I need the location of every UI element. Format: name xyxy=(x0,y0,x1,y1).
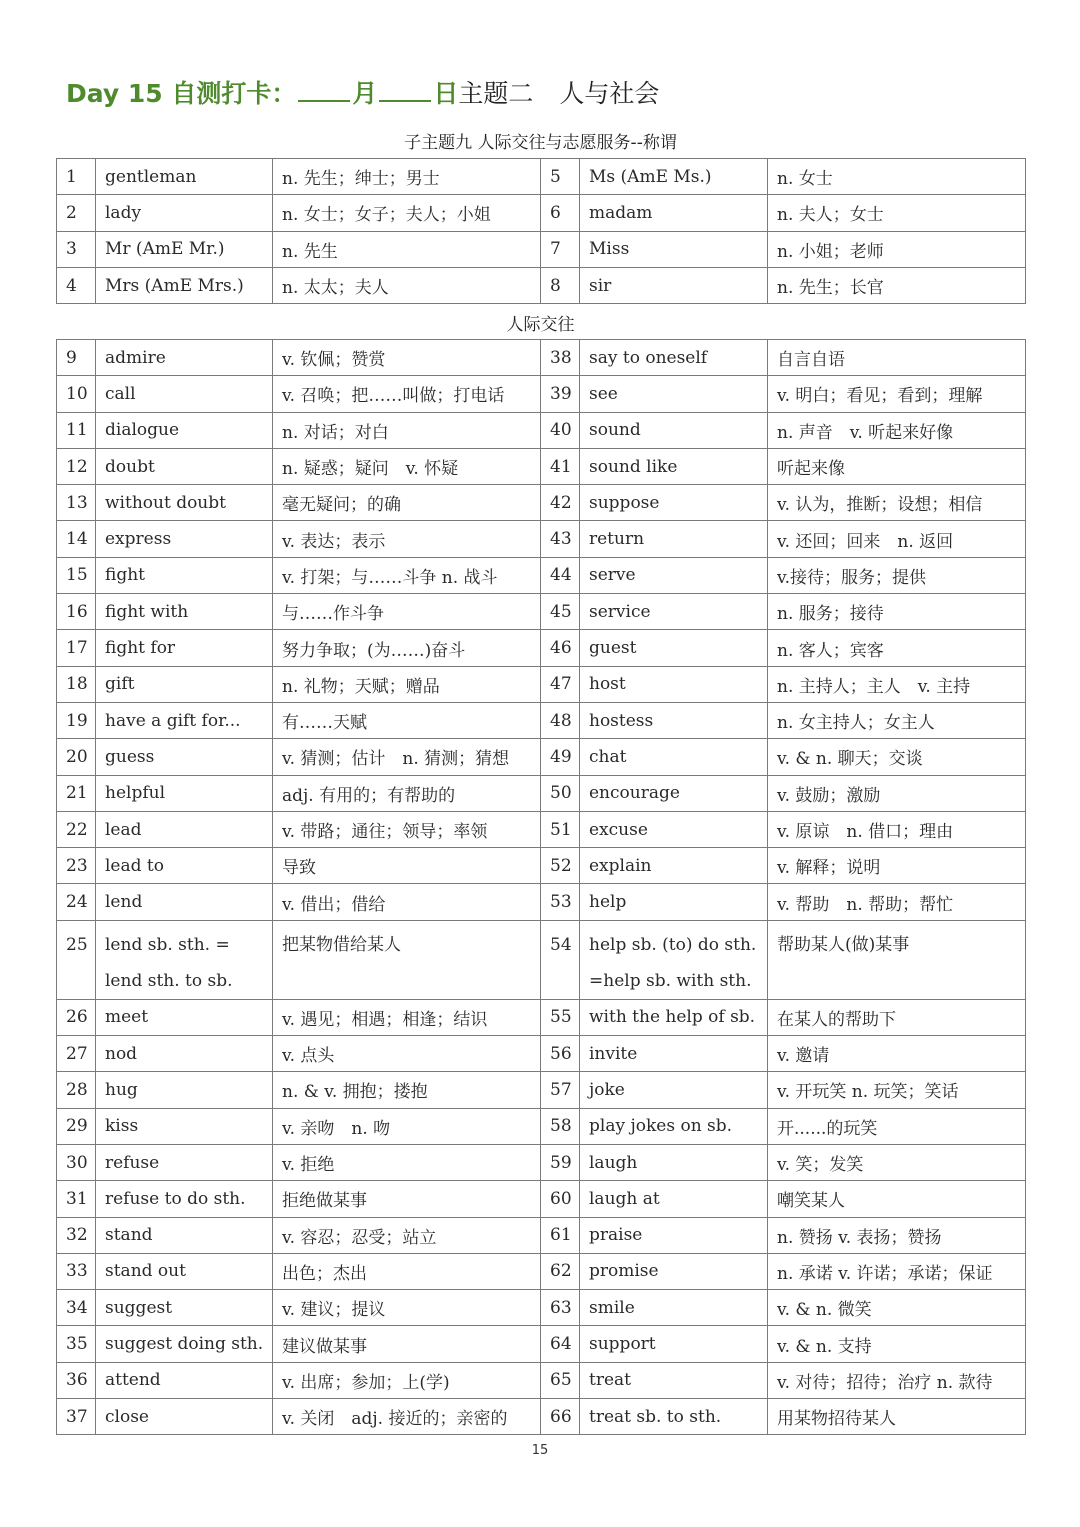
entry-number: 10 xyxy=(57,376,96,412)
entry-number: 64 xyxy=(541,1326,580,1362)
entry-word: sound like xyxy=(580,448,768,484)
entry-word: Mrs (AmE Mrs.) xyxy=(96,267,273,303)
entry-meaning: v. 鼓励；激励 xyxy=(768,775,1026,811)
table-row xyxy=(57,594,1026,630)
entry-word: smile xyxy=(580,1290,768,1326)
entry-meaning: v. 猜测；估计 n. 猜测；猜想 xyxy=(273,739,541,775)
table-row xyxy=(57,775,1026,811)
entry-number: 63 xyxy=(541,1290,580,1326)
table-row xyxy=(57,231,1026,267)
entry-number: 33 xyxy=(57,1253,96,1289)
entry-number: 28 xyxy=(57,1072,96,1108)
entry-meaning: n. 主持人；主人 v. 主持 xyxy=(768,666,1026,702)
entry-word: admire xyxy=(96,340,273,376)
entry-word: fight xyxy=(96,557,273,593)
entry-word: fight for xyxy=(96,630,273,666)
entry-number: 36 xyxy=(57,1362,96,1398)
entry-number: 24 xyxy=(57,884,96,920)
entry-meaning: n. 客人；宾客 xyxy=(768,630,1026,666)
table-row xyxy=(57,267,1026,303)
entry-number: 1 xyxy=(57,159,96,195)
table-row xyxy=(57,739,1026,775)
entry-number: 45 xyxy=(541,594,580,630)
table-row xyxy=(57,1217,1026,1253)
table-row xyxy=(57,702,1026,738)
entry-number: 6 xyxy=(541,195,580,231)
entry-word: joke xyxy=(580,1072,768,1108)
table-row xyxy=(57,485,1026,521)
entry-meaning: 努力争取；(为……)奋斗 xyxy=(273,630,541,666)
entry-number: 9 xyxy=(57,340,96,376)
entry-word: express xyxy=(96,521,273,557)
entry-meaning: v. 建议；提议 xyxy=(273,1290,541,1326)
entry-word: Miss xyxy=(580,231,768,267)
entry-number: 51 xyxy=(541,811,580,847)
entry-number: 3 xyxy=(57,231,96,267)
entry-word: lend xyxy=(96,884,273,920)
entry-number: 31 xyxy=(57,1181,96,1217)
entry-number: 4 xyxy=(57,267,96,303)
entry-word: treat xyxy=(580,1362,768,1398)
title-topic: 人与社会 xyxy=(559,79,660,108)
entry-word: suppose xyxy=(580,485,768,521)
entry-meaning: v. 认为，推断；设想；相信 xyxy=(768,485,1026,521)
entry-number: 56 xyxy=(541,1036,580,1072)
entry-number: 14 xyxy=(57,521,96,557)
table-row xyxy=(57,521,1026,557)
entry-number: 60 xyxy=(541,1181,580,1217)
entry-meaning: v. 容忍；忍受；站立 xyxy=(273,1217,541,1253)
entry-meaning: 嘲笑某人 xyxy=(768,1181,1026,1217)
entry-word: without doubt xyxy=(96,485,273,521)
entry-meaning: 毫无疑问；的确 xyxy=(273,485,541,521)
table-row xyxy=(57,1290,1026,1326)
entry-word: chat xyxy=(580,739,768,775)
entry-meaning: v. 还回；回来 n. 返回 xyxy=(768,521,1026,557)
entry-number: 23 xyxy=(57,848,96,884)
table-row xyxy=(57,1108,1026,1144)
entry-number: 50 xyxy=(541,775,580,811)
entry-word: praise xyxy=(580,1217,768,1253)
entry-meaning: v. 打架；与……斗争 n. 战斗 xyxy=(273,557,541,593)
entry-number: 12 xyxy=(57,448,96,484)
entry-word: sir xyxy=(580,267,768,303)
table-row xyxy=(57,848,1026,884)
entry-meaning: n. 先生 xyxy=(273,231,541,267)
entry-number: 35 xyxy=(57,1326,96,1362)
entry-word: stand out xyxy=(96,1253,273,1289)
entry-meaning: v. 笑；发笑 xyxy=(768,1144,1026,1180)
entry-word: hug xyxy=(96,1072,273,1108)
section-heading-interpersonal: 人际交往 xyxy=(506,315,575,335)
entry-meaning: 用某物招待某人 xyxy=(768,1399,1026,1435)
entry-word: guess xyxy=(96,739,273,775)
entry-meaning: 导致 xyxy=(273,848,541,884)
entry-word: lead to xyxy=(96,848,273,884)
page-number: 15 xyxy=(531,1443,549,1458)
entry-word: laugh xyxy=(580,1144,768,1180)
entry-meaning: v. 带路；通往；领导；率领 xyxy=(273,811,541,847)
entry-word: guest xyxy=(580,630,768,666)
entry-number: 15 xyxy=(57,557,96,593)
entry-number: 61 xyxy=(541,1217,580,1253)
entry-word: support xyxy=(580,1326,768,1362)
entry-meaning: 听起来像 xyxy=(768,448,1026,484)
entry-number: 29 xyxy=(57,1108,96,1144)
entry-meaning: n. 太太；夫人 xyxy=(273,267,541,303)
entry-meaning: n. 声音 v. 听起来好像 xyxy=(768,412,1026,448)
entry-meaning: v. 解释；说明 xyxy=(768,848,1026,884)
entry-meaning: n. 先生；绅士；男士 xyxy=(273,159,541,195)
table-row xyxy=(57,448,1026,484)
vocab-table-interpersonal xyxy=(56,339,1026,1435)
entry-meaning: adj. 有用的；有帮助的 xyxy=(273,775,541,811)
table-row xyxy=(57,159,1026,195)
entry-number: 34 xyxy=(57,1290,96,1326)
entry-meaning: v. & n. 支持 xyxy=(768,1326,1026,1362)
entry-word: refuse to do sth. xyxy=(96,1181,273,1217)
entry-word: meet xyxy=(96,999,273,1035)
entry-meaning: v. 点头 xyxy=(273,1036,541,1072)
entry-word: host xyxy=(580,666,768,702)
table-row xyxy=(57,630,1026,666)
day-blank xyxy=(379,76,431,102)
entry-word: help xyxy=(580,884,768,920)
entry-meaning: n. 对话；对白 xyxy=(273,412,541,448)
entry-number: 42 xyxy=(541,485,580,521)
table-row xyxy=(57,195,1026,231)
entry-number: 58 xyxy=(541,1108,580,1144)
entry-word: gift xyxy=(96,666,273,702)
entry-number: 44 xyxy=(541,557,580,593)
entry-number: 65 xyxy=(541,1362,580,1398)
entry-number: 40 xyxy=(541,412,580,448)
entry-meaning: v. 亲吻 n. 吻 xyxy=(273,1108,541,1144)
entry-meaning: v. 帮助 n. 帮助；帮忙 xyxy=(768,884,1026,920)
entry-meaning: 与……作斗争 xyxy=(273,594,541,630)
month-blank xyxy=(298,76,350,102)
entry-meaning: 在某人的帮助下 xyxy=(768,999,1026,1035)
entry-meaning: v. 邀请 xyxy=(768,1036,1026,1072)
entry-word: fight with xyxy=(96,594,273,630)
entry-word: Ms (AmE Ms.) xyxy=(580,159,768,195)
entry-word: kiss xyxy=(96,1108,273,1144)
entry-word: encourage xyxy=(580,775,768,811)
table-row xyxy=(57,412,1026,448)
entry-number: 16 xyxy=(57,594,96,630)
entry-number: 20 xyxy=(57,739,96,775)
entry-meaning: v. 对待；招待；治疗 n. 款待 xyxy=(768,1362,1026,1398)
entry-word: sound xyxy=(580,412,768,448)
entry-meaning: v. 开玩笑 n. 玩笑；笑话 xyxy=(768,1072,1026,1108)
table-row xyxy=(57,1072,1026,1108)
entry-word: with the help of sb. xyxy=(580,999,768,1035)
entry-number: 39 xyxy=(541,376,580,412)
entry-word: dialogue xyxy=(96,412,273,448)
table-row xyxy=(57,1181,1026,1217)
vocab-table-address-terms xyxy=(56,158,1026,304)
entry-word: helpful xyxy=(96,775,273,811)
entry-word: have a gift for... xyxy=(96,702,273,738)
table-row xyxy=(57,811,1026,847)
entry-word: attend xyxy=(96,1362,273,1398)
entry-number: 27 xyxy=(57,1036,96,1072)
table-row xyxy=(57,1326,1026,1362)
entry-meaning: n. 服务；接待 xyxy=(768,594,1026,630)
entry-number: 48 xyxy=(541,702,580,738)
table-row xyxy=(57,376,1026,412)
entry-word: invite xyxy=(580,1036,768,1072)
entry-number: 37 xyxy=(57,1399,96,1435)
table-row xyxy=(57,1144,1026,1180)
entry-word: treat sb. to sth. xyxy=(580,1399,768,1435)
table-row xyxy=(57,999,1026,1035)
entry-number: 46 xyxy=(541,630,580,666)
entry-meaning: v. 关闭 adj. 接近的；亲密的 xyxy=(273,1399,541,1435)
entry-number: 62 xyxy=(541,1253,580,1289)
entry-meaning: n. 小姐；老师 xyxy=(768,231,1026,267)
title-theme: 主题二 xyxy=(458,79,534,108)
entry-word: explain xyxy=(580,848,768,884)
entry-meaning: v. 借出；借给 xyxy=(273,884,541,920)
entry-word: hostess xyxy=(580,702,768,738)
entry-word: excuse xyxy=(580,811,768,847)
entry-meaning: n. 夫人；女士 xyxy=(768,195,1026,231)
entry-word: return xyxy=(580,521,768,557)
entry-word: stand xyxy=(96,1217,273,1253)
entry-word: play jokes on sb. xyxy=(580,1108,768,1144)
page-title xyxy=(66,74,659,114)
table-row xyxy=(57,666,1026,702)
entry-number: 59 xyxy=(541,1144,580,1180)
entry-number: 30 xyxy=(57,1144,96,1180)
table-row xyxy=(57,884,1026,920)
entry-number: 13 xyxy=(57,485,96,521)
entry-meaning: v. 拒绝 xyxy=(273,1144,541,1180)
table-row xyxy=(57,1253,1026,1289)
entry-word: service xyxy=(580,594,768,630)
entry-word: refuse xyxy=(96,1144,273,1180)
entry-word: lead xyxy=(96,811,273,847)
entry-number: 5 xyxy=(541,159,580,195)
entry-word: close xyxy=(96,1399,273,1435)
entry-number: 41 xyxy=(541,448,580,484)
title-prefix: Day 15 自测打卡： xyxy=(66,79,297,108)
entry-meaning: 出色；杰出 xyxy=(273,1253,541,1289)
entry-meaning: 有……天赋 xyxy=(273,702,541,738)
entry-number: 18 xyxy=(57,666,96,702)
entry-word: say to oneself xyxy=(580,340,768,376)
table-row xyxy=(57,920,1026,999)
entry-number: 55 xyxy=(541,999,580,1035)
entry-number: 11 xyxy=(57,412,96,448)
title-day: 日 xyxy=(433,79,459,108)
entry-meaning: v. & n. 聊天；交谈 xyxy=(768,739,1026,775)
entry-word: doubt xyxy=(96,448,273,484)
entry-word: madam xyxy=(580,195,768,231)
entry-word: gentleman xyxy=(96,159,273,195)
entry-number: 54 xyxy=(541,920,580,999)
entry-number: 7 xyxy=(541,231,580,267)
entry-meaning: 拒绝做某事 xyxy=(273,1181,541,1217)
entry-word: lend sb. sth. = lend sth. to sb. xyxy=(96,920,273,999)
entry-meaning: v. 出席；参加；上(学) xyxy=(273,1362,541,1398)
entry-number: 47 xyxy=(541,666,580,702)
entry-word: lady xyxy=(96,195,273,231)
entry-number: 53 xyxy=(541,884,580,920)
entry-meaning: v.接待；服务；提供 xyxy=(768,557,1026,593)
entry-number: 52 xyxy=(541,848,580,884)
table-row xyxy=(57,1399,1026,1435)
entry-meaning: v. 召唤；把……叫做；打电话 xyxy=(273,376,541,412)
entry-number: 25 xyxy=(57,920,96,999)
table-row xyxy=(57,557,1026,593)
entry-number: 43 xyxy=(541,521,580,557)
entry-meaning: n. 女士；女子；夫人；小姐 xyxy=(273,195,541,231)
entry-word: laugh at xyxy=(580,1181,768,1217)
entry-number: 38 xyxy=(541,340,580,376)
entry-number: 26 xyxy=(57,999,96,1035)
entry-number: 32 xyxy=(57,1217,96,1253)
entry-meaning: n. 女士 xyxy=(768,159,1026,195)
entry-word: call xyxy=(96,376,273,412)
entry-number: 66 xyxy=(541,1399,580,1435)
entry-word: suggest doing sth. xyxy=(96,1326,273,1362)
entry-meaning: 建议做某事 xyxy=(273,1326,541,1362)
entry-number: 19 xyxy=(57,702,96,738)
entry-meaning: v. 钦佩；赞赏 xyxy=(273,340,541,376)
entry-number: 8 xyxy=(541,267,580,303)
entry-number: 21 xyxy=(57,775,96,811)
entry-meaning: 把某物借给某人 xyxy=(273,920,541,999)
entry-meaning: n. 疑惑；疑问 v. 怀疑 xyxy=(273,448,541,484)
entry-word: serve xyxy=(580,557,768,593)
entry-meaning: v. 明白；看见；看到；理解 xyxy=(768,376,1026,412)
entry-meaning: v. & n. 微笑 xyxy=(768,1290,1026,1326)
entry-word: help sb. (to) do sth. =help sb. with sth. xyxy=(580,920,768,999)
entry-word: see xyxy=(580,376,768,412)
entry-meaning: v. 表达；表示 xyxy=(273,521,541,557)
entry-meaning: 帮助某人(做)某事 xyxy=(768,920,1026,999)
title-month: 月 xyxy=(352,79,378,108)
entry-number: 49 xyxy=(541,739,580,775)
entry-meaning: 自言自语 xyxy=(768,340,1026,376)
table-row xyxy=(57,1036,1026,1072)
entry-number: 57 xyxy=(541,1072,580,1108)
entry-meaning: n. 女主持人；女主人 xyxy=(768,702,1026,738)
entry-meaning: v. 遇见；相遇；相逢；结识 xyxy=(273,999,541,1035)
entry-meaning: v. 原谅 n. 借口；理由 xyxy=(768,811,1026,847)
entry-meaning: 开......的玩笑 xyxy=(768,1108,1026,1144)
entry-word: Mr (AmE Mr.) xyxy=(96,231,273,267)
table-row xyxy=(57,340,1026,376)
entry-number: 17 xyxy=(57,630,96,666)
section-heading-address-terms: 子主题九 人际交往与志愿服务--称谓 xyxy=(404,133,677,153)
entry-meaning: n. 先生；长官 xyxy=(768,267,1026,303)
entry-meaning: n. 赞扬 v. 表扬；赞扬 xyxy=(768,1217,1026,1253)
entry-number: 22 xyxy=(57,811,96,847)
entry-meaning: n. 承诺 v. 许诺；承诺；保证 xyxy=(768,1253,1026,1289)
table-row xyxy=(57,1362,1026,1398)
entry-word: nod xyxy=(96,1036,273,1072)
entry-meaning: n. & v. 拥抱；搂抱 xyxy=(273,1072,541,1108)
entry-number: 2 xyxy=(57,195,96,231)
entry-meaning: n. 礼物；天赋；赠品 xyxy=(273,666,541,702)
entry-word: promise xyxy=(580,1253,768,1289)
entry-word: suggest xyxy=(96,1290,273,1326)
